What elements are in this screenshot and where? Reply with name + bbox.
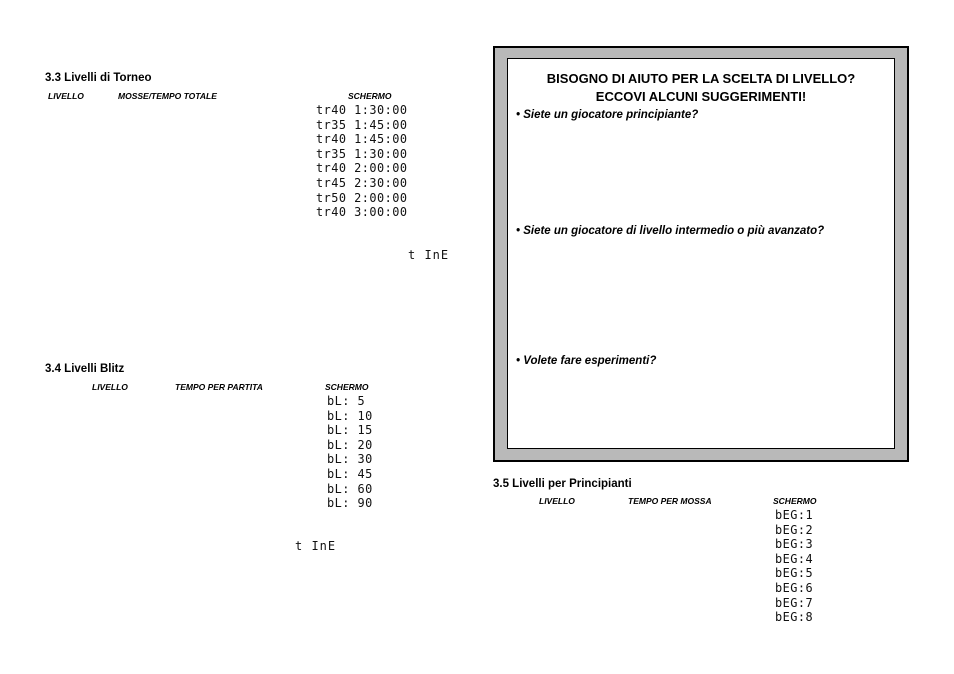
column-header-schermo: SCHERMO <box>325 382 369 392</box>
column-header-livello: LIVELLO <box>539 496 575 506</box>
lcd-display: bL: 5 <box>327 393 366 408</box>
lcd-display: bEG:5 <box>775 565 814 581</box>
column-header-mosse-tempo: MOSSE/TEMPO TOTALE <box>118 91 217 101</box>
column-header-tempo-mossa: TEMPO PER MOSSA <box>628 496 712 506</box>
lcd-display: bEG:4 <box>775 550 814 566</box>
help-title-line2: ECCOVI ALCUNI SUGGERIMENTI! <box>595 89 807 104</box>
lcd-display: bL: 45 <box>327 465 373 481</box>
section-title-torneo: 3.3 Livelli di Torneo <box>45 72 152 84</box>
column-header-schermo: SCHERMO <box>348 91 392 101</box>
lcd-display: tr40 2:00:00 <box>316 160 408 176</box>
lcd-display: tr50 2:00:00 <box>316 189 408 205</box>
lcd-display: bEG:6 <box>775 579 814 595</box>
column-header-tempo-partita: TEMPO PER PARTITA <box>175 382 263 392</box>
lcd-display: bEG:1 <box>775 507 814 522</box>
help-bullet-esperimenti: • Volete fare esperimenti? <box>516 355 657 367</box>
torneo-display-list <box>316 103 407 220</box>
blitz-display-list <box>327 394 373 511</box>
help-title <box>508 70 894 106</box>
column-header-schermo: SCHERMO <box>773 496 817 506</box>
lcd-display: bL: 20 <box>327 436 373 452</box>
lcd-display: bEG:3 <box>775 536 814 552</box>
lcd-display: tr40 1:30:00 <box>316 102 408 117</box>
lcd-display: tr35 1:30:00 <box>316 145 408 161</box>
help-bullet-principiante: • Siete un giocatore principiante? <box>516 109 699 121</box>
help-box <box>493 46 909 462</box>
help-bullet-intermedio: • Siete un giocatore di livello intermedio o più avanzato? <box>516 225 825 237</box>
lcd-display: tr45 2:30:00 <box>316 174 408 190</box>
lcd-display: bL: 30 <box>327 451 373 467</box>
lcd-display: bEG:8 <box>775 609 814 625</box>
lcd-display: bL: 60 <box>327 480 373 496</box>
section-title-blitz: 3.4 Livelli Blitz <box>45 363 125 375</box>
lcd-display: bL: 90 <box>327 495 373 511</box>
help-box-inner <box>507 58 895 449</box>
lcd-display: bL: 10 <box>327 407 373 423</box>
lcd-display: bL: 15 <box>327 422 373 438</box>
column-header-livello: LIVELLO <box>92 382 128 392</box>
lcd-display: bEG:2 <box>775 521 814 537</box>
column-header-livello: LIVELLO <box>48 91 84 101</box>
torneo-time-display: t InE <box>408 248 450 262</box>
principianti-display-list <box>775 508 813 625</box>
lcd-display: tr40 3:00:00 <box>316 204 408 220</box>
lcd-display: tr35 1:45:00 <box>316 116 408 132</box>
blitz-time-display: t InE <box>295 539 337 553</box>
lcd-display: tr40 1:45:00 <box>316 131 408 147</box>
section-title-principianti: 3.5 Livelli per Principianti <box>493 478 632 490</box>
lcd-display: bEG:7 <box>775 594 814 610</box>
help-title-line1: BISOGNO DI AIUTO PER LA SCELTA DI LIVELLO? <box>546 71 856 86</box>
